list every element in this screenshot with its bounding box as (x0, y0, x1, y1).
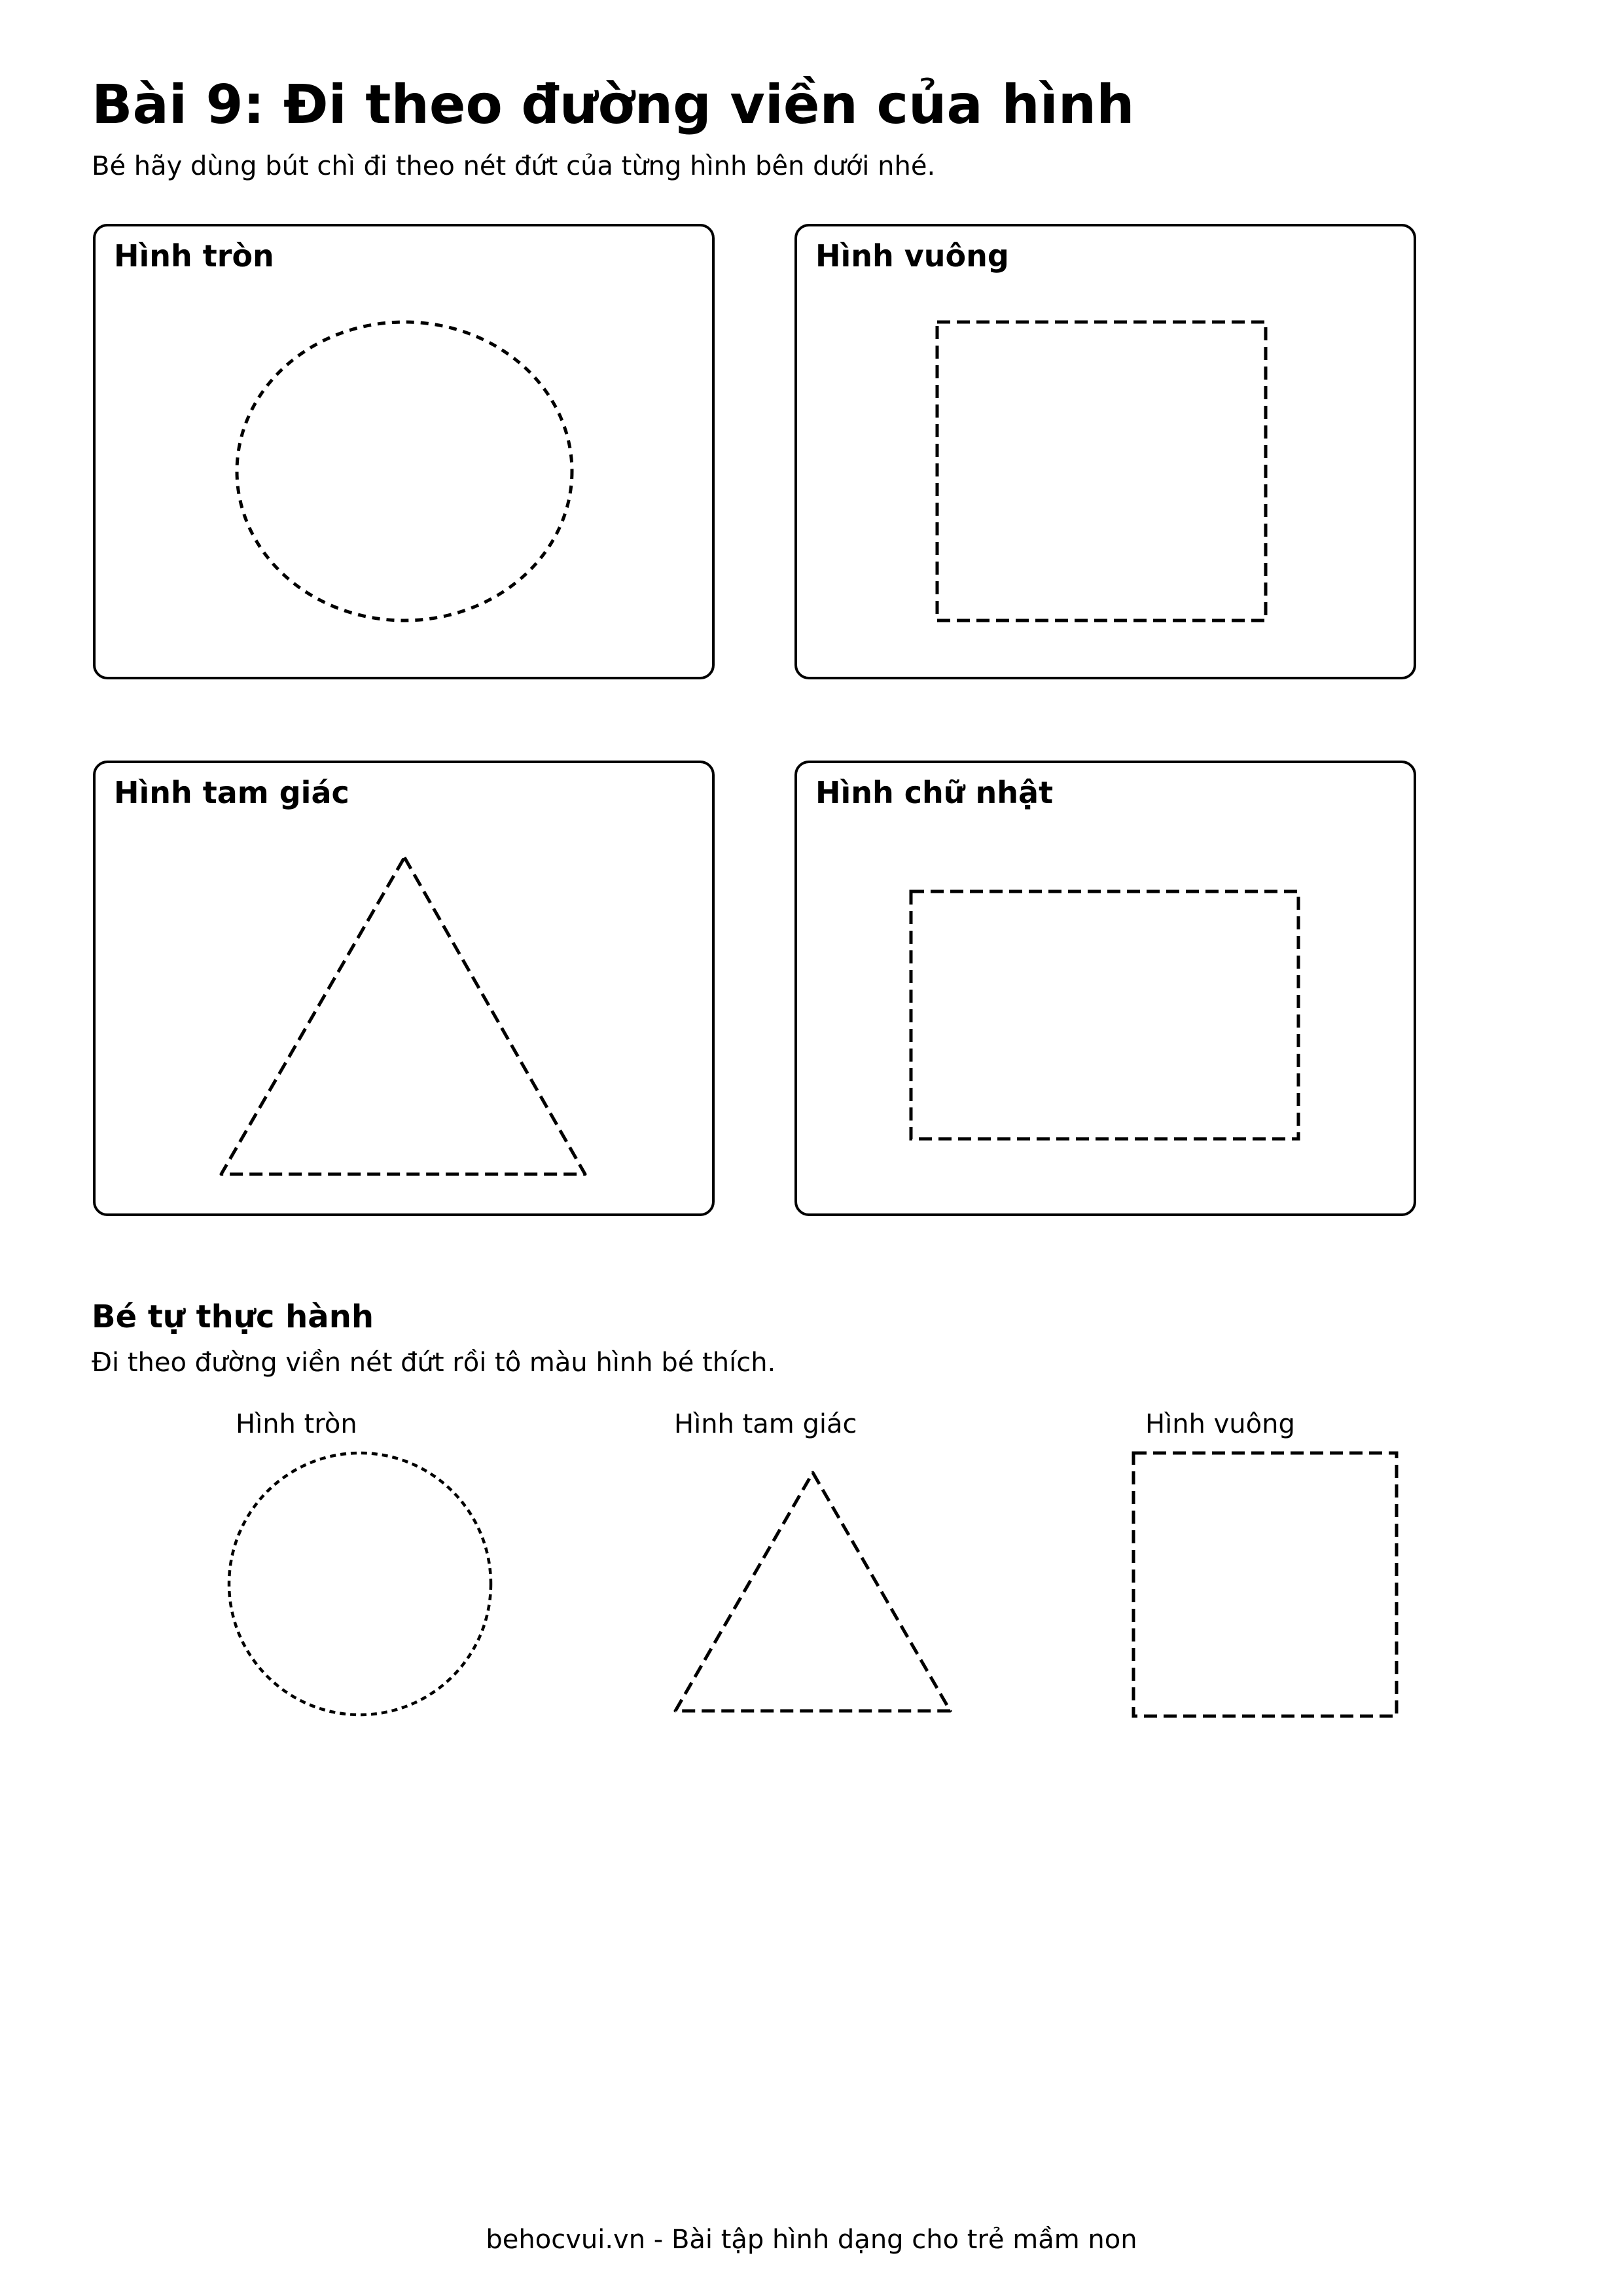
footer-text: behocvui.vn - Bài tập hình dạng cho trẻ mầm non (486, 2225, 1137, 2255)
card-rectangle (794, 761, 1416, 1216)
card-circle (93, 224, 715, 679)
practice-dashed-triangle (675, 1473, 950, 1711)
card-rectangle-label: Hình chữ nhật (815, 775, 1054, 810)
page-title: Bài 9: Đi theo đường viền của hình (92, 74, 1135, 136)
practice-shapes (0, 1407, 1623, 1734)
card-triangle (93, 761, 715, 1216)
card-square-label: Hình vuông (815, 238, 1009, 274)
practice-square-label: Hình vuông (1145, 1409, 1295, 1439)
dashed-circle-shape (93, 224, 715, 679)
dashed-rectangle-shape (794, 761, 1416, 1216)
practice-circle-label: Hình tròn (236, 1409, 357, 1439)
practice-heading: Bé tự thực hành (92, 1299, 374, 1335)
dashed-triangle-shape (93, 761, 715, 1216)
card-square (794, 224, 1416, 679)
card-circle-label: Hình tròn (114, 238, 274, 274)
practice-dashed-square (1133, 1453, 1397, 1716)
page-instruction: Bé hãy dùng bút chì đi theo nét đứt của từng hình bên dưới nhé. (92, 151, 936, 181)
dashed-square-shape (794, 224, 1416, 679)
practice-dashed-circle (229, 1453, 491, 1715)
practice-triangle-label: Hình tam giác (674, 1409, 857, 1439)
practice-instruction: Đi theo đường viền nét đứt rồi tô màu hình bé thích. (92, 1348, 776, 1378)
card-triangle-label: Hình tam giác (114, 775, 349, 810)
